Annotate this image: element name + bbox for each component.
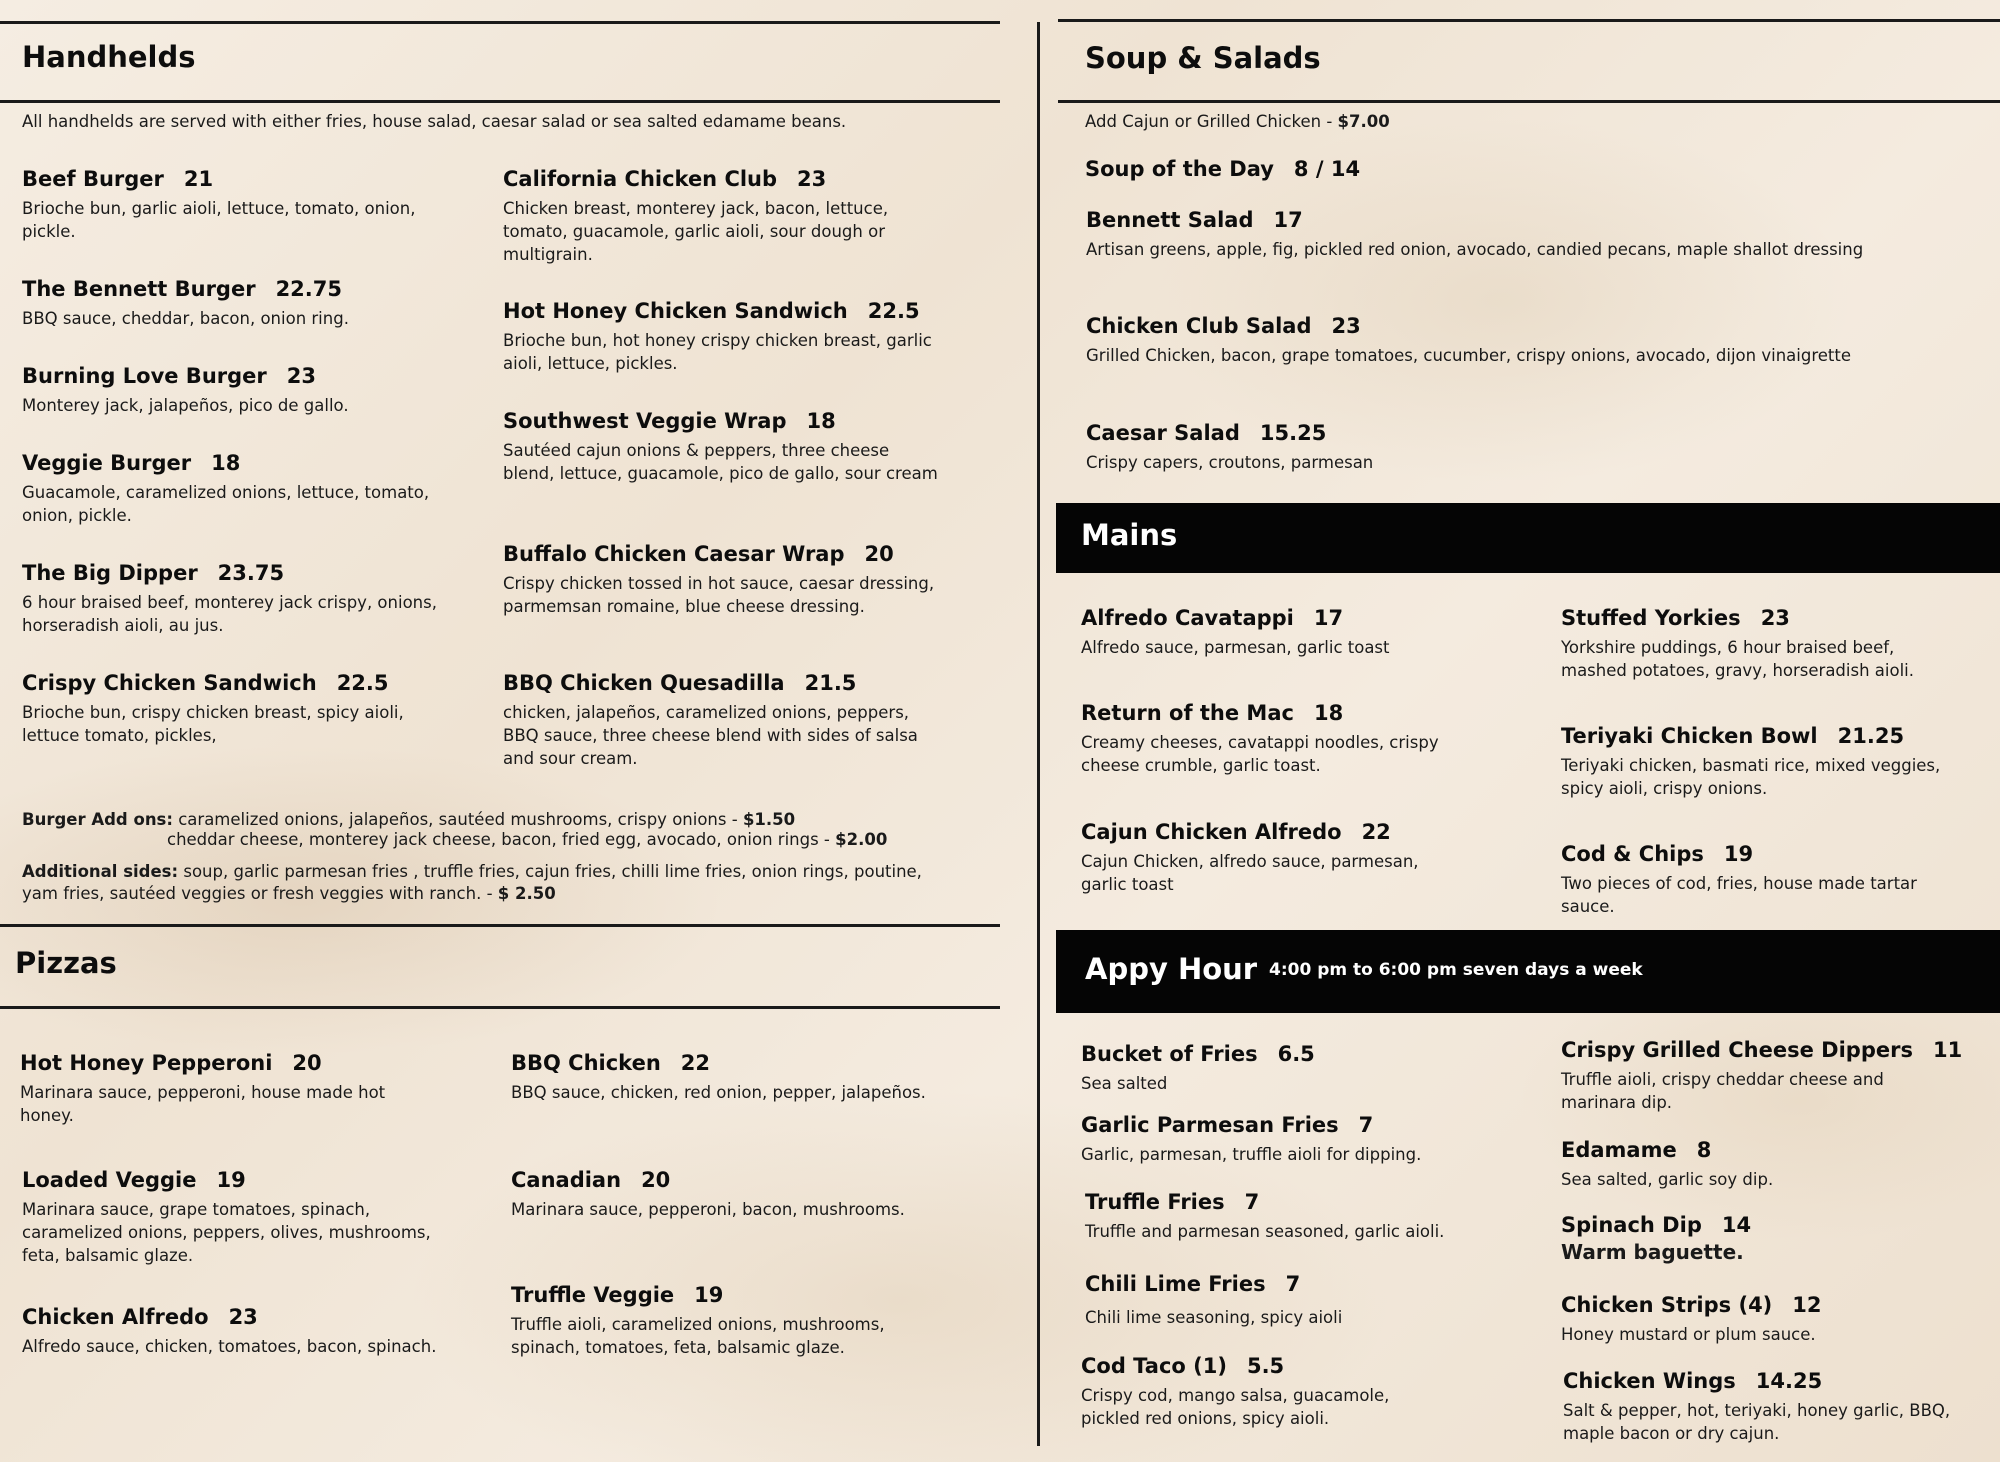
menu-item [1561, 842, 1961, 918]
item-name: Buffalo Chicken Caesar Wrap [503, 542, 845, 566]
sides-price: $ 2.50 [497, 884, 556, 903]
item-price: 15.25 [1259, 421, 1327, 445]
item-name: Truffle Fries [1085, 1190, 1225, 1214]
item-price: 19 [694, 1283, 724, 1307]
item-name: Alfredo Cavatappi [1081, 606, 1294, 630]
item-description: Honey mustard or plum sauce. [1561, 1325, 1816, 1344]
menu-item [1561, 606, 1961, 682]
item-name: Chicken Strips (4) [1561, 1293, 1773, 1317]
item-name: Truffle Veggie [511, 1283, 675, 1307]
item-price: 8 / 14 [1293, 157, 1361, 181]
item-name: Cod Taco (1) [1081, 1354, 1227, 1378]
item-description: Truffle aioli, caramelized onions, mushrooms, spinach, tomatoes, feta, balsamic glaze. [511, 1315, 885, 1357]
burger-addons [22, 810, 982, 850]
additional-sides [22, 861, 982, 905]
item-price: 20 [292, 1051, 322, 1075]
item-name: Bennett Salad [1086, 208, 1254, 232]
divider [0, 1006, 1000, 1009]
menu-item [1081, 1354, 1441, 1430]
item-description: Sea salted [1081, 1074, 1168, 1093]
menu-item [503, 671, 943, 770]
item-price: 18 [211, 451, 241, 475]
menu-item [511, 1283, 931, 1359]
menu-item [1086, 208, 1866, 261]
item-description: Sautéed cajun onions & peppers, three cheese blend, lettuce, guacamole, pico de gallo, sour cream [503, 441, 938, 483]
item-description: Guacamole, caramelized onions, lettuce, tomato, onion, pickle. [22, 483, 430, 525]
item-name: Veggie Burger [22, 451, 192, 475]
menu-item [1561, 724, 1961, 800]
menu-item [22, 364, 462, 417]
menu-item [22, 1305, 442, 1358]
item-name: Crispy Chicken Sandwich [22, 671, 317, 695]
section-title-pizzas: Pizzas [15, 946, 117, 980]
divider [0, 924, 1000, 927]
mains-header-bar [1056, 503, 2000, 573]
menu-item [1561, 1213, 1961, 1264]
item-price: 17 [1313, 606, 1344, 630]
item-price: 23 [1331, 314, 1361, 338]
item-name: BBQ Chicken [511, 1051, 661, 1075]
item-price: 19 [216, 1168, 246, 1192]
item-name: The Bennett Burger [22, 277, 256, 301]
item-description: BBQ sauce, cheddar, bacon, onion ring. [22, 309, 349, 328]
item-name: Teriyaki Chicken Bowl [1561, 724, 1818, 748]
item-price: 23.75 [217, 561, 285, 585]
item-price: 19 [1723, 842, 1754, 866]
menu-item [1086, 314, 1866, 367]
center-divider [1037, 22, 1040, 1446]
menu-item [1081, 701, 1441, 777]
item-description: Truffle and parmesan seasoned, garlic aioli. [1085, 1222, 1445, 1241]
item-description: Chili lime seasoning, spicy aioli [1085, 1308, 1343, 1327]
item-name: Soup of the Day [1085, 157, 1274, 181]
item-description: Marinara sauce, grape tomatoes, spinach, caramelized onions, peppers, olives, mushrooms, feta, balsamic glaze. [22, 1200, 431, 1265]
item-name: Edamame [1561, 1138, 1677, 1162]
section-title-soup-salads: Soup & Salads [1085, 41, 1321, 75]
item-description: Truffle aioli, crispy cheddar cheese and marinara dip. [1561, 1070, 1884, 1112]
item-name: Stuffed Yorkies [1561, 606, 1741, 630]
item-price: 22.5 [336, 671, 389, 695]
item-price: 18 [1313, 701, 1344, 725]
item-name: Spinach Dip [1561, 1213, 1702, 1237]
item-name: Return of the Mac [1081, 701, 1294, 725]
item-name: Southwest Veggie Wrap [503, 409, 787, 433]
menu-item [511, 1051, 931, 1104]
item-price: 12 [1792, 1293, 1822, 1317]
item-description: Brioche bun, hot honey crispy chicken breast, garlic aioli, lettuce, pickles. [503, 331, 932, 373]
menu-item [1561, 1293, 1961, 1346]
item-price: 23 [797, 167, 827, 191]
menu-item [1081, 1113, 1501, 1166]
item-price: 20 [641, 1168, 671, 1192]
section-title-mains: Mains [1081, 518, 1178, 552]
item-description: Yorkshire puddings, 6 hour braised beef, mashed potatoes, gravy, horseradish aioli. [1561, 638, 1914, 680]
item-name: Beef Burger [22, 167, 164, 191]
menu-item [22, 671, 462, 747]
item-price: 22 [1361, 820, 1391, 844]
addons-price1: $1.50 [742, 810, 796, 829]
item-price: 22.75 [275, 277, 342, 301]
addons-price2: $2.00 [835, 830, 888, 849]
menu-item [1081, 1042, 1501, 1095]
item-name: Crispy Grilled Cheese Dippers [1561, 1038, 1913, 1062]
item-price: 11 [1932, 1038, 1963, 1062]
item-description: Cajun Chicken, alfredo sauce, parmesan, garlic toast [1081, 852, 1419, 894]
item-description: BBQ sauce, chicken, red onion, pepper, jalapeños. [511, 1083, 926, 1102]
menu-item [503, 167, 943, 266]
item-description: Garlic, parmesan, truffle aioli for dipping. [1081, 1145, 1422, 1164]
divider [1058, 100, 2000, 103]
item-description: Monterey jack, jalapeños, pico de gallo. [22, 396, 349, 415]
item-description: Creamy cheeses, cavatappi noodles, crispy cheese crumble, garlic toast. [1081, 733, 1439, 775]
item-description: Brioche bun, crispy chicken breast, spicy aioli, lettuce tomato, pickles, [22, 703, 404, 745]
sides-text2: yam fries, sautéed veggies or fresh veggies with ranch. - [22, 884, 498, 903]
item-price: 20 [864, 542, 894, 566]
menu-item [1081, 606, 1501, 659]
addons-line1: caramelized onions, jalapeños, sautéed mushrooms, crispy onions - [178, 810, 743, 829]
sides-text1: soup, garlic parmesan fries , truffle fries, cajun fries, chilli lime fries, onion rings, poutine, [183, 862, 922, 881]
item-name: California Chicken Club [503, 167, 778, 191]
item-description: 6 hour braised beef, monterey jack crispy, onions, horseradish aioli, au jus. [22, 593, 437, 635]
soups-note-price: $7.00 [1337, 112, 1390, 131]
item-description: Two pieces of cod, fries, house made tartar sauce. [1561, 874, 1917, 916]
menu-item [1561, 1038, 1961, 1114]
item-description: Salt & pepper, hot, teriyaki, honey garlic, BBQ, maple bacon or dry cajun. [1563, 1401, 1951, 1443]
item-name: Chicken Wings [1563, 1369, 1736, 1393]
item-name: Burning Love Burger [22, 364, 267, 388]
menu-item [1085, 1190, 1505, 1243]
item-name: Cod & Chips [1561, 842, 1704, 866]
item-name: Bucket of Fries [1081, 1042, 1258, 1066]
item-name: Caesar Salad [1086, 421, 1240, 445]
menu-item [503, 409, 943, 485]
item-price: 7 [1285, 1272, 1301, 1296]
addons-label: Burger Add ons: [22, 810, 173, 829]
item-description: Crispy chicken tossed in hot sauce, caesar dressing, parmemsan romaine, blue cheese dressing. [503, 574, 935, 616]
item-description: Chicken breast, monterey jack, bacon, lettuce, tomato, guacamole, garlic aioli, sour dough or multigrain. [503, 199, 889, 264]
handhelds-note: All handhelds are served with either fries, house salad, caesar salad or sea salted edamame beans. [22, 112, 847, 131]
item-description: Alfredo sauce, chicken, tomatoes, bacon, spinach. [22, 1337, 437, 1356]
menu-item [22, 451, 462, 527]
section-title-appy-hour: Appy Hour [1085, 952, 1258, 986]
item-description: Artisan greens, apple, fig, pickled red onion, avocado, candied pecans, maple shallot dressing [1086, 240, 1864, 259]
menu-item [1086, 421, 1866, 474]
item-description: Brioche bun, garlic aioli, lettuce, tomato, onion, pickle. [22, 199, 416, 241]
menu-item [1085, 157, 1865, 181]
item-description: Warm baguette. [1561, 1240, 1744, 1264]
item-price: 21.25 [1837, 724, 1905, 748]
divider [0, 21, 1000, 24]
sides-label: Additional sides: [22, 862, 179, 881]
item-name: Chicken Club Salad [1086, 314, 1312, 338]
item-description: Sea salted, garlic soy dip. [1561, 1170, 1774, 1189]
menu-item [22, 167, 462, 243]
item-price: 18 [806, 409, 836, 433]
item-description: Marinara sauce, pepperoni, bacon, mushrooms. [511, 1200, 905, 1219]
menu-item [503, 542, 943, 618]
menu-item [22, 277, 462, 330]
item-name: Chicken Alfredo [22, 1305, 209, 1329]
item-description: Alfredo sauce, parmesan, garlic toast [1081, 638, 1390, 657]
item-price: 7 [1244, 1190, 1260, 1214]
item-name: Hot Honey Chicken Sandwich [503, 299, 848, 323]
item-price: 14.25 [1755, 1369, 1823, 1393]
item-name: Chili Lime Fries [1085, 1272, 1266, 1296]
item-name: BBQ Chicken Quesadilla [503, 671, 785, 695]
item-price: 21.5 [804, 671, 857, 695]
item-price: 7 [1358, 1113, 1374, 1137]
item-description: Marinara sauce, pepperoni, house made hot honey. [20, 1083, 386, 1125]
item-price: 23 [286, 364, 316, 388]
menu-item [20, 1051, 440, 1127]
item-price: 6.5 [1277, 1042, 1315, 1066]
menu-item [22, 1168, 442, 1267]
item-description: Crispy cod, mango salsa, guacamole, pickled red onions, spicy aioli. [1081, 1386, 1390, 1428]
item-price: 23 [1760, 606, 1790, 630]
item-name: Cajun Chicken Alfredo [1081, 820, 1342, 844]
item-price: 23 [228, 1305, 258, 1329]
item-name: Hot Honey Pepperoni [20, 1051, 273, 1075]
menu-item [503, 299, 943, 375]
item-price: 8 [1696, 1138, 1712, 1162]
item-description: Teriyaki chicken, basmati rice, mixed veggies, spicy aioli, crispy onions. [1561, 756, 1941, 798]
menu-item [1561, 1138, 1961, 1191]
soups-note-text: Add Cajun or Grilled Chicken - [1085, 112, 1338, 131]
item-description: chicken, jalapeños, caramelized onions, peppers, BBQ sauce, three cheese blend with sides of salsa and sour cream. [503, 703, 918, 768]
item-price: 14 [1721, 1213, 1752, 1237]
menu-item [1081, 820, 1461, 896]
item-description: Grilled Chicken, bacon, grape tomatoes, cucumber, crispy onions, avocado, dijon vinaigrette [1086, 346, 1851, 365]
item-price: 22 [680, 1051, 711, 1075]
item-price: 21 [183, 167, 214, 191]
item-name: The Big Dipper [22, 561, 198, 585]
item-price: 17 [1273, 208, 1303, 232]
menu-item [511, 1168, 931, 1221]
menu-item [22, 561, 462, 637]
appy-hour-subtitle: 4:00 pm to 6:00 pm seven days a week [1269, 960, 1643, 980]
item-name: Garlic Parmesan Fries [1081, 1113, 1339, 1137]
item-price: 5.5 [1246, 1354, 1285, 1378]
divider [0, 100, 1000, 103]
item-price: 22.5 [867, 299, 920, 323]
soups-note [1085, 112, 1965, 132]
section-title-handhelds: Handhelds [22, 40, 196, 74]
item-name: Canadian [511, 1168, 622, 1192]
menu-item [1085, 1272, 1505, 1329]
appy-hour-header-bar [1056, 930, 2000, 1013]
divider [1058, 19, 2000, 22]
item-description: Crispy capers, croutons, parmesan [1086, 453, 1374, 472]
menu-item [1563, 1369, 1963, 1445]
item-name: Loaded Veggie [22, 1168, 197, 1192]
addons-line2: cheddar cheese, monterey jack cheese, bacon, fried egg, avocado, onion rings - [167, 830, 836, 849]
